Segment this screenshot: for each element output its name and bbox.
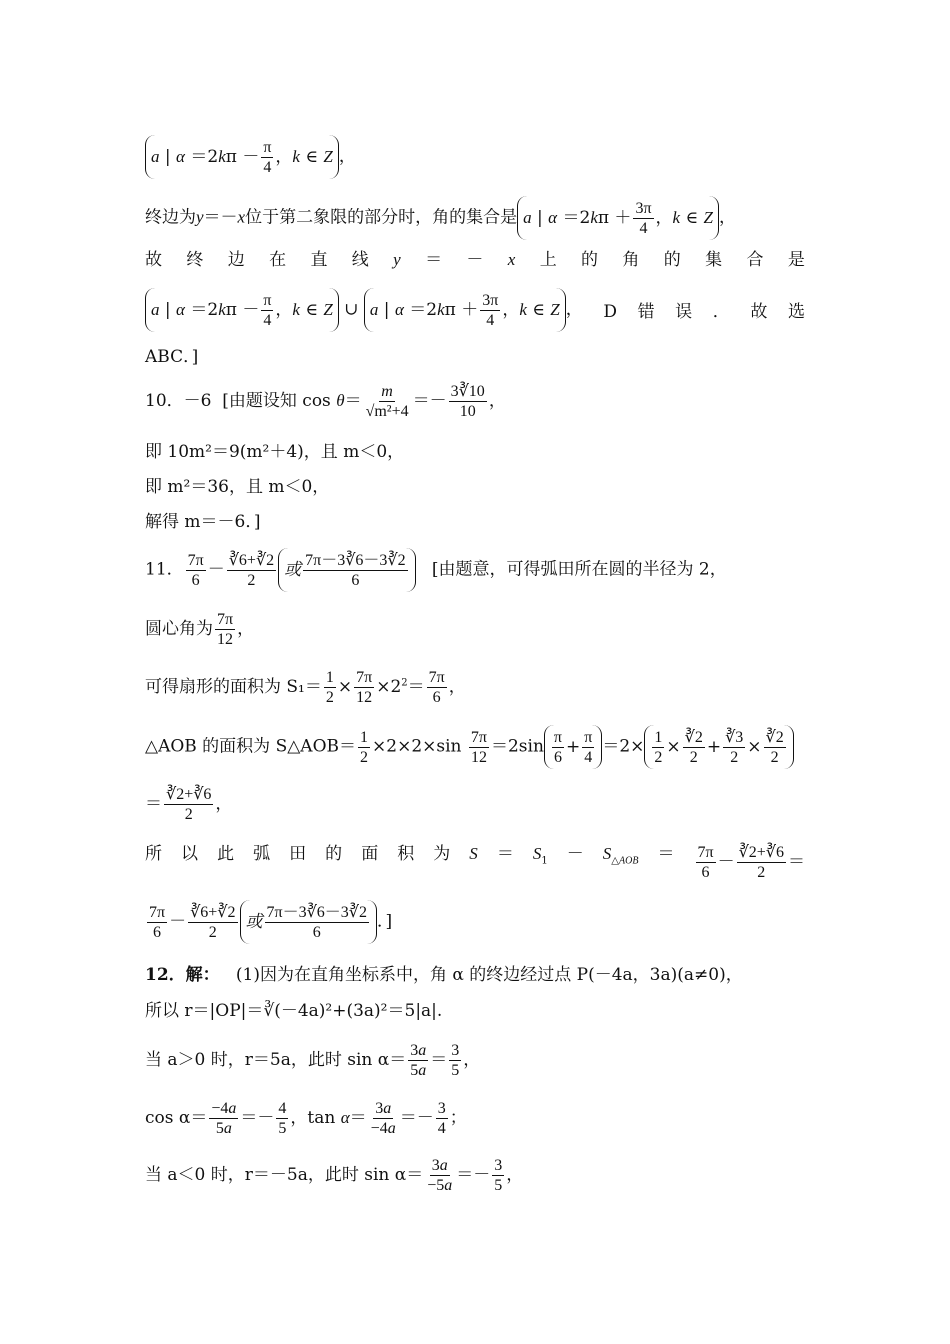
- q11-line-2: 圆心角为 $\frac{7\pi}{12}$ ，: [145, 611, 255, 648]
- q10-line-2: 即 10m²＝9(m²＋4)，且 m＜0，: [145, 442, 405, 462]
- question-11: 11． $\frac{7\pi}{6}$ － $\frac{∛6+∛2}{2}$ 或 $\frac{7\pi-3∛6-3∛2}{6}$ [由题意，可得弧田所在圆的半径为 2，: [145, 548, 727, 592]
- q12-line-5: 当 a＜0 时，r＝－5a，此时 sin α＝ $\frac{3a}{-5a}$ ＝－ $\frac{3}{5}$ ，: [145, 1157, 524, 1194]
- terminal-side-line: 终边为y＝－x位于第二象限的部分时，角的集合是 a | α ＝2kπ ＋ $\frac{3\pi}{4}$ ，k ∈ Z ，: [145, 196, 736, 240]
- union-line: a | α ＝2kπ － $\frac{\pi}{4}$ ，k ∈ Z ∪ a | α ＝2kπ ＋ $\frac{3\pi}{4}$ ，k ∈ Z ， D 错 误 ． 故 选: [145, 288, 805, 336]
- q10-line-3: 即 m²＝36，且 m＜0，: [145, 477, 330, 497]
- q11-sector-area: 可得扇形的面积为 S₁＝ $\frac{1}{2}$ × $\frac{7\pi}{12}$ $\times 2^2=$ $\frac{7\pi}{6}$ ，: [145, 669, 466, 706]
- question-10: 10．－6 [由题设知 cos θ＝ $\frac{m}{\text{√m²+4}}$ ＝－ $\frac{3∛10}{10}$ ，: [145, 383, 506, 420]
- answer-abc: ABC．]: [145, 347, 199, 367]
- q11-final: $\frac{7\pi}{6}$ － $\frac{∛6+∛2}{2}$ 或 $\frac{7\pi-3∛6-3∛2}{6}$ ．]: [145, 900, 392, 944]
- set-expression-1: a | α ＝2kπ － $\frac{\pi}{4}$ ，k ∈ Z ，: [145, 135, 356, 179]
- q10-line-4: 解得 m＝－6．]: [145, 512, 261, 532]
- q12-line-3: 当 a＞0 时，r＝5a，此时 sin α＝ $\frac{3a}{5a}$ ＝ $\frac{3}{5}$ ，: [145, 1042, 481, 1079]
- q11-arc-area: 所 以 此 弧 田 的 面 积 为 S ＝ $S_1$ － $S_{\triangle AOB}$ ＝ $\frac{7\pi}{6}$ － $\frac{∛2+∛6}{2}$ ＝: [145, 844, 805, 881]
- question-12: 12．解： (1)因为在直角坐标系中，角 α 的终边经过点 P(－4a，3a)(a≠0)，: [145, 965, 743, 985]
- q11-triangle-area: △AOB 的面积为 S△AOB＝ $\frac{1}{2}$ ×2×2×sin $\frac{7\pi}{12}$ ＝2sin $\frac{\pi}{6}$ + $\frac{\pi}{4}$ ＝2× $\frac{1}{2}$ × $\frac{∛2}{2}$ + $\frac{∛3}{2}$ × $\frac{∛2}{2}$: [145, 725, 794, 769]
- q12-line-2: 所以 r＝|OP|＝∛(－4a)²+(3a)²＝5|a|.: [145, 1001, 443, 1021]
- q11-triangle-result: ＝ $\frac{∛2+∛6}{2}$ ，: [145, 786, 233, 823]
- q12-line-4: cos α＝ $\frac{-4a}{5a}$ ＝－ $\frac{4}{5}$ ，tan α＝ $\frac{3a}{-4a}$ ＝－ $\frac{3}{4}$ ；: [145, 1100, 467, 1137]
- justified-line-3: 故 终 边 在 直 线 y ＝ － x 上 的 角 的 集 合 是: [145, 250, 805, 270]
